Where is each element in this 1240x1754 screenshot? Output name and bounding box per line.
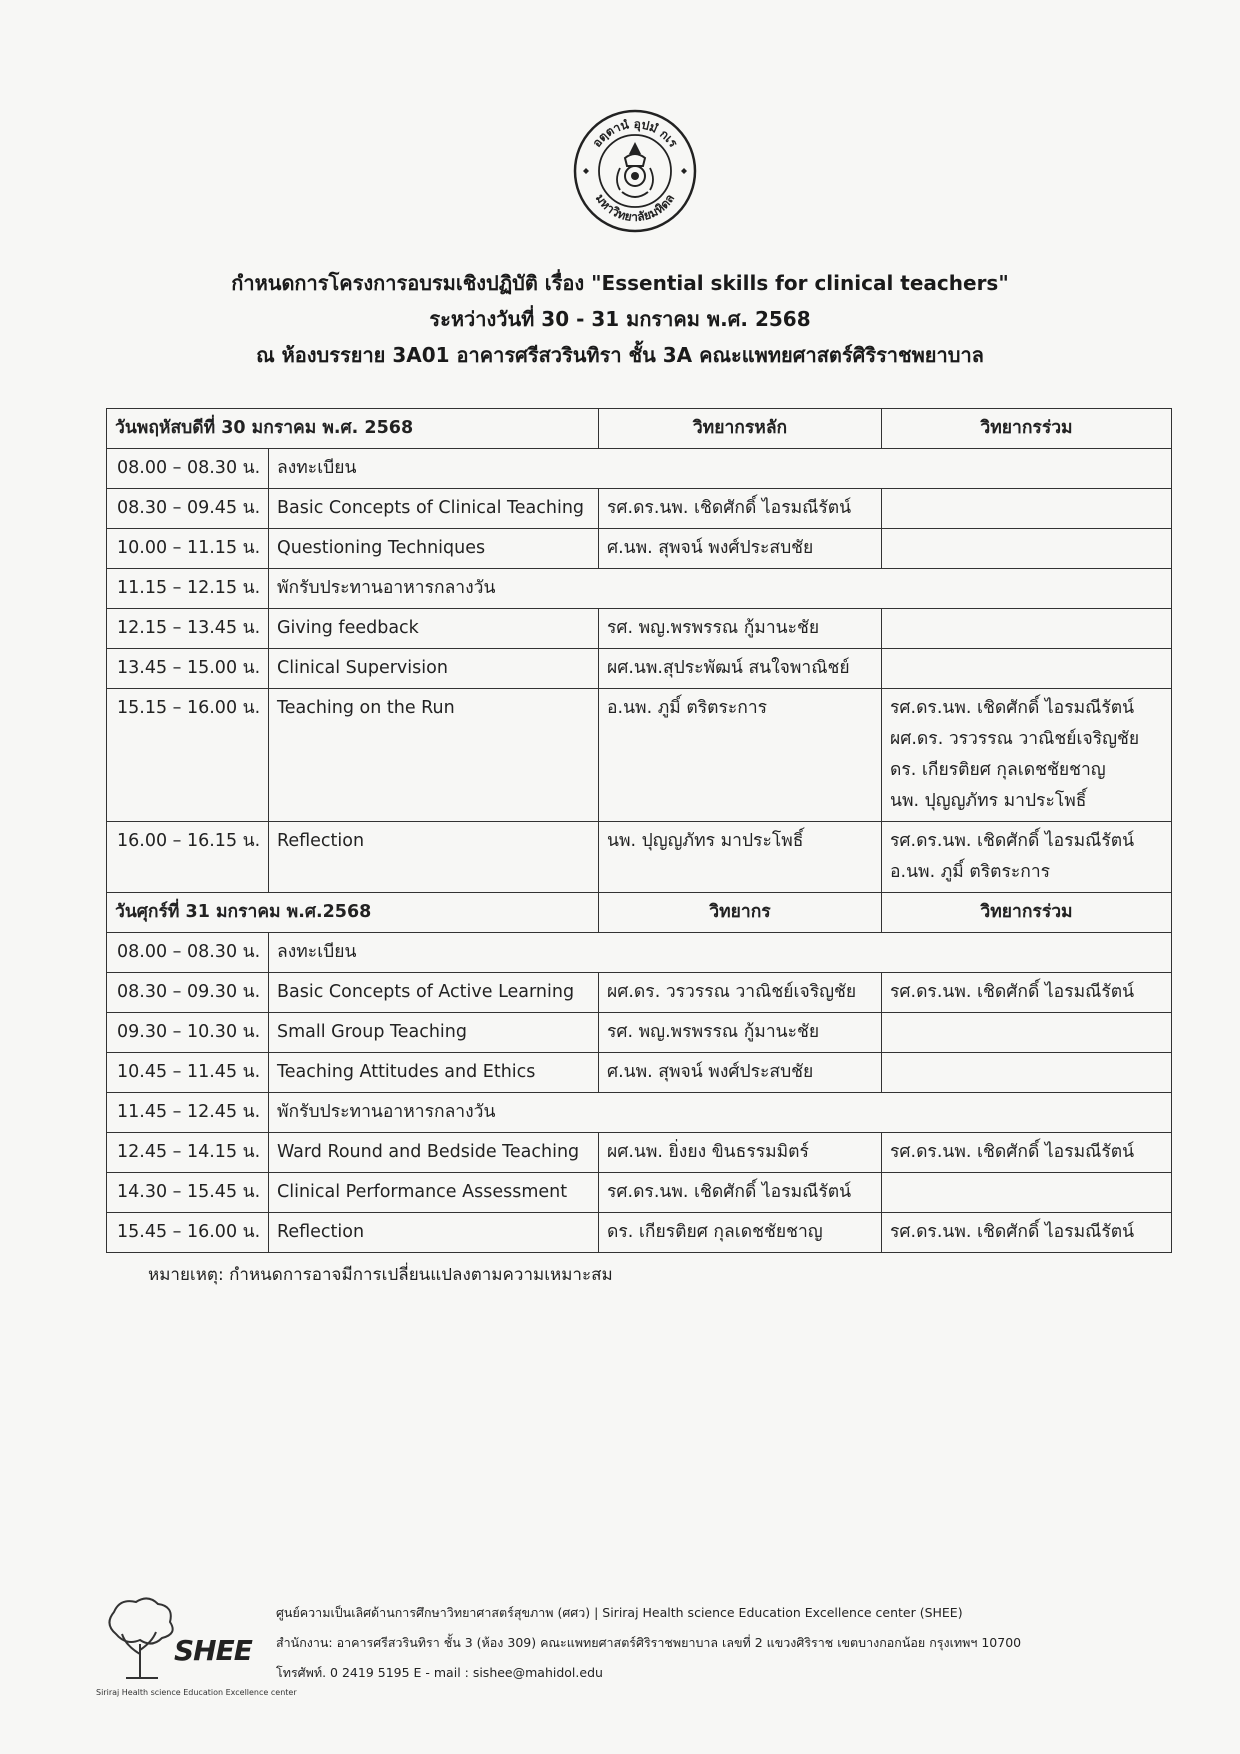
- session-time: 12.15 – 13.45 น.: [107, 609, 269, 649]
- session-time: 08.00 – 08.30 น.: [107, 449, 269, 489]
- shee-logo-text: SHEE: [174, 1634, 252, 1667]
- session-topic: Teaching on the Run: [269, 689, 599, 822]
- table-row: [107, 689, 1172, 822]
- session-topic: ลงทะเบียน: [269, 449, 1172, 489]
- footer: [86, 1594, 1206, 1704]
- main-speaker: ผศ.นพ. ยิ่งยง ขินธรรมมิตร์: [599, 1133, 882, 1173]
- table-row: [107, 1053, 1172, 1093]
- co-speakers: [882, 1013, 1172, 1053]
- footer-contact-info: โทรศัพท์. 0 2419 5195 E - mail : sishee@mahidol.edu: [276, 1665, 603, 1680]
- shee-logo: [96, 1594, 297, 1697]
- schedule-note: หมายเหตุ: กำหนดการอาจมีการเปลี่ยนแปลงตามความเหมาะสม: [148, 1265, 613, 1285]
- session-topic: Teaching Attitudes and Ethics: [269, 1053, 599, 1093]
- column-header-main-speaker: วิทยากร: [599, 893, 882, 933]
- column-header-main-speaker: วิทยากรหลัก: [599, 409, 882, 449]
- session-time: 10.00 – 11.15 น.: [107, 529, 269, 569]
- shee-logo-subtitle: Siriraj Health science Education Excellence center: [96, 1688, 297, 1697]
- main-speaker: รศ. พญ.พรพรรณ กู้มานะชัย: [599, 1013, 882, 1053]
- document-date-range: ระหว่างวันที่ 30 - 31 มกราคม พ.ศ. 2568: [429, 307, 811, 331]
- session-topic: Questioning Techniques: [269, 529, 599, 569]
- footer-address: สำนักงาน: อาคารศรีสวรินทิรา ชั้น 3 (ห้อง 309) คณะแพทยศาสตร์ศิริราชพยาบาล เลขที่ 2 แขวงศิริราช เขตบางกอกน้อย กรุงเทพฯ 10700: [276, 1635, 1022, 1650]
- session-topic: พักรับประทานอาหารกลางวัน: [269, 569, 1172, 609]
- column-header-co-speaker: วิทยากรร่วม: [882, 893, 1172, 933]
- main-speaker: รศ.ดร.นพ. เชิดศักดิ์ ไอรมณีรัตน์: [599, 1173, 882, 1213]
- day-header-row: [107, 409, 1172, 449]
- co-speakers: รศ.ดร.นพ. เชิดศักดิ์ ไอรมณีรัตน์: [882, 973, 1172, 1013]
- main-speaker: นพ. ปุญญภัทร มาประโพธิ์: [599, 822, 882, 893]
- main-speaker: ผศ.นพ.สุประพัฒน์ สนใจพาณิชย์: [599, 649, 882, 689]
- document-header: [0, 265, 1240, 373]
- day-title: วันพฤหัสบดีที่ 30 มกราคม พ.ศ. 2568: [107, 409, 599, 449]
- co-speakers: [882, 649, 1172, 689]
- session-time: 15.15 – 16.00 น.: [107, 689, 269, 822]
- table-row: [107, 569, 1172, 609]
- session-time: 12.45 – 14.15 น.: [107, 1133, 269, 1173]
- session-time: 10.45 – 11.45 น.: [107, 1053, 269, 1093]
- co-speakers: รศ.ดร.นพ. เชิดศักดิ์ ไอรมณีรัตน์ ผศ.ดร. วรวรรณ วาณิชย์เจริญชัย ดร. เกียรติยศ กุลเดชชัยชาญ นพ. ปุญญภัทร มาประโพธิ์: [882, 689, 1172, 822]
- day-title: วันศุกร์ที่ 31 มกราคม พ.ศ.2568: [107, 893, 599, 933]
- session-time: 08.30 – 09.45 น.: [107, 489, 269, 529]
- session-time: 16.00 – 16.15 น.: [107, 822, 269, 893]
- session-time: 11.15 – 12.15 น.: [107, 569, 269, 609]
- co-speakers: รศ.ดร.นพ. เชิดศักดิ์ ไอรมณีรัตน์: [882, 1133, 1172, 1173]
- table-row: [107, 609, 1172, 649]
- table-row: [107, 449, 1172, 489]
- co-speakers: [882, 489, 1172, 529]
- table-row: [107, 1133, 1172, 1173]
- table-row: [107, 1013, 1172, 1053]
- main-speaker: รศ.ดร.นพ. เชิดศักดิ์ ไอรมณีรัตน์: [599, 489, 882, 529]
- co-speakers: [882, 529, 1172, 569]
- session-time: 14.30 – 15.45 น.: [107, 1173, 269, 1213]
- session-topic: Giving feedback: [269, 609, 599, 649]
- session-topic: พักรับประทานอาหารกลางวัน: [269, 1093, 1172, 1133]
- table-row: [107, 933, 1172, 973]
- main-speaker: ศ.นพ. สุพจน์ พงศ์ประสบชัย: [599, 1053, 882, 1093]
- seal-top-text: อตฺตานํ อุปมํ กเร: [589, 116, 681, 150]
- main-speaker: ดร. เกียรติยศ กุลเดชชัยชาญ: [599, 1213, 882, 1253]
- day-header-row: [107, 893, 1172, 933]
- session-time: 13.45 – 15.00 น.: [107, 649, 269, 689]
- table-row: [107, 489, 1172, 529]
- university-seal-logo: [570, 106, 700, 236]
- session-time: 11.45 – 12.45 น.: [107, 1093, 269, 1133]
- session-time: 15.45 – 16.00 น.: [107, 1213, 269, 1253]
- co-speakers: รศ.ดร.นพ. เชิดศักดิ์ ไอรมณีรัตน์: [882, 1213, 1172, 1253]
- session-topic: Basic Concepts of Clinical Teaching: [269, 489, 599, 529]
- table-row: [107, 1173, 1172, 1213]
- session-topic: Clinical Supervision: [269, 649, 599, 689]
- seal-bottom-text: มหาวิทยาลัยมหิดล: [592, 191, 678, 225]
- main-speaker: ผศ.ดร. วรวรรณ วาณิชย์เจริญชัย: [599, 973, 882, 1013]
- session-topic: Ward Round and Bedside Teaching: [269, 1133, 599, 1173]
- main-speaker: อ.นพ. ภูมิ์ ตริตระการ: [599, 689, 882, 822]
- session-topic: Basic Concepts of Active Learning: [269, 973, 599, 1013]
- document-venue: ณ ห้องบรรยาย 3A01 อาคารศรีสวรินทิรา ชั้น 3A คณะแพทยศาสตร์ศิริราชพยาบาล: [256, 343, 984, 367]
- column-header-co-speaker: วิทยากรร่วม: [882, 409, 1172, 449]
- table-row: [107, 822, 1172, 893]
- table-row: [107, 1213, 1172, 1253]
- main-speaker: ศ.นพ. สุพจน์ พงศ์ประสบชัย: [599, 529, 882, 569]
- main-speaker: รศ. พญ.พรพรรณ กู้มานะชัย: [599, 609, 882, 649]
- co-speakers: [882, 1053, 1172, 1093]
- table-row: [107, 1093, 1172, 1133]
- schedule-table: [106, 408, 1172, 1253]
- co-speakers: รศ.ดร.นพ. เชิดศักดิ์ ไอรมณีรัตน์ อ.นพ. ภูมิ์ ตริตระการ: [882, 822, 1172, 893]
- session-time: 09.30 – 10.30 น.: [107, 1013, 269, 1053]
- session-time: 08.00 – 08.30 น.: [107, 933, 269, 973]
- table-row: [107, 529, 1172, 569]
- document-title: กำหนดการโครงการอบรมเชิงปฏิบัติ เรื่อง "Essential skills for clinical teachers": [231, 271, 1009, 295]
- session-topic: Reflection: [269, 822, 599, 893]
- session-topic: ลงทะเบียน: [269, 933, 1172, 973]
- table-row: [107, 973, 1172, 1013]
- co-speakers: [882, 609, 1172, 649]
- footer-center-name: ศูนย์ความเป็นเลิศด้านการศึกษาวิทยาศาสตร์สุขภาพ (ศศว) | Siriraj Health science Education Excellence center (SHEE): [276, 1605, 963, 1620]
- table-row: [107, 649, 1172, 689]
- footer-contact: [276, 1598, 1021, 1688]
- co-speakers: [882, 1173, 1172, 1213]
- session-time: 08.30 – 09.30 น.: [107, 973, 269, 1013]
- session-topic: Clinical Performance Assessment: [269, 1173, 599, 1213]
- session-topic: Small Group Teaching: [269, 1013, 599, 1053]
- session-topic: Reflection: [269, 1213, 599, 1253]
